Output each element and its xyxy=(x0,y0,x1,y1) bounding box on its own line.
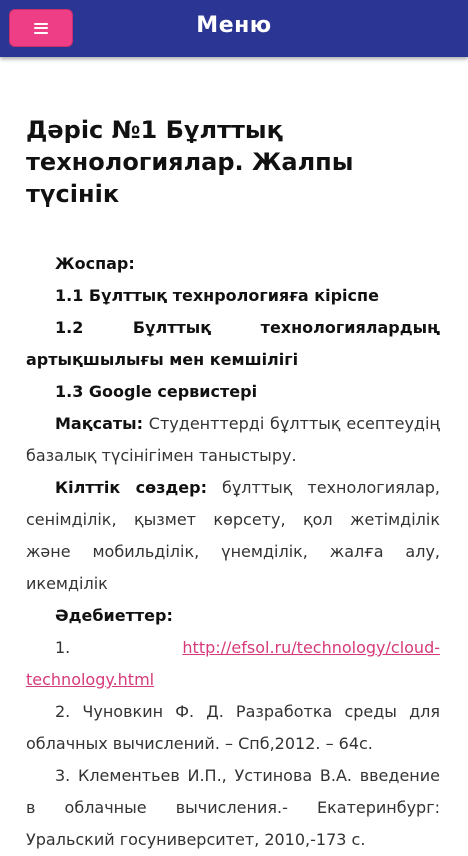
keywords-paragraph xyxy=(26,472,440,600)
plan-item: 1.3 Google сервистері xyxy=(55,382,258,401)
keywords-text: бұлттық технологиялар, сенімділік, қызмет көрсету, қол жетімділік және мобильділік, үнемділік, жалға алу, икемділік xyxy=(26,478,440,593)
literature-label: Әдебиеттер: xyxy=(55,606,173,625)
page-title: Дәріс №1 Бұлттық технологиялар. Жалпы түсінік xyxy=(26,116,354,208)
goal-text: Студенттерді бұлттық есептеудің базалық түсінігімен таныстыру. xyxy=(26,414,440,465)
literature-item: 3. Клементьев И.П., Устинова В.А. введение в облачные вычисления.- Екатеринбург: Уральский госуниверситет, 2010,-173 с. xyxy=(26,766,440,849)
article-content xyxy=(26,114,440,856)
plan-item: 1.1 Бұлттық технрологияға кіріспе xyxy=(55,286,379,305)
app-title: Меню xyxy=(196,13,272,38)
literature-number: 1. xyxy=(55,638,71,657)
goal-paragraph xyxy=(26,408,440,472)
plan-item: 1.2 Бұлттық технологиялардың артықшылығы мен кемшілігі xyxy=(26,318,440,369)
keywords-label: Кілттік сөздер: xyxy=(55,478,207,497)
literature-link[interactable]: http://efsol.ru/technology/cloud-technology.html xyxy=(26,638,440,689)
goal-label: Мақсаты: xyxy=(55,414,143,433)
plan-label: Жоспар: xyxy=(55,254,135,273)
literature-item xyxy=(26,632,440,696)
top-app-bar xyxy=(0,0,468,57)
literature-item: 2. Чуновкин Ф. Д. Разработка среды для облачных вычислений. – Спб,2012. – 64с. xyxy=(26,702,440,753)
